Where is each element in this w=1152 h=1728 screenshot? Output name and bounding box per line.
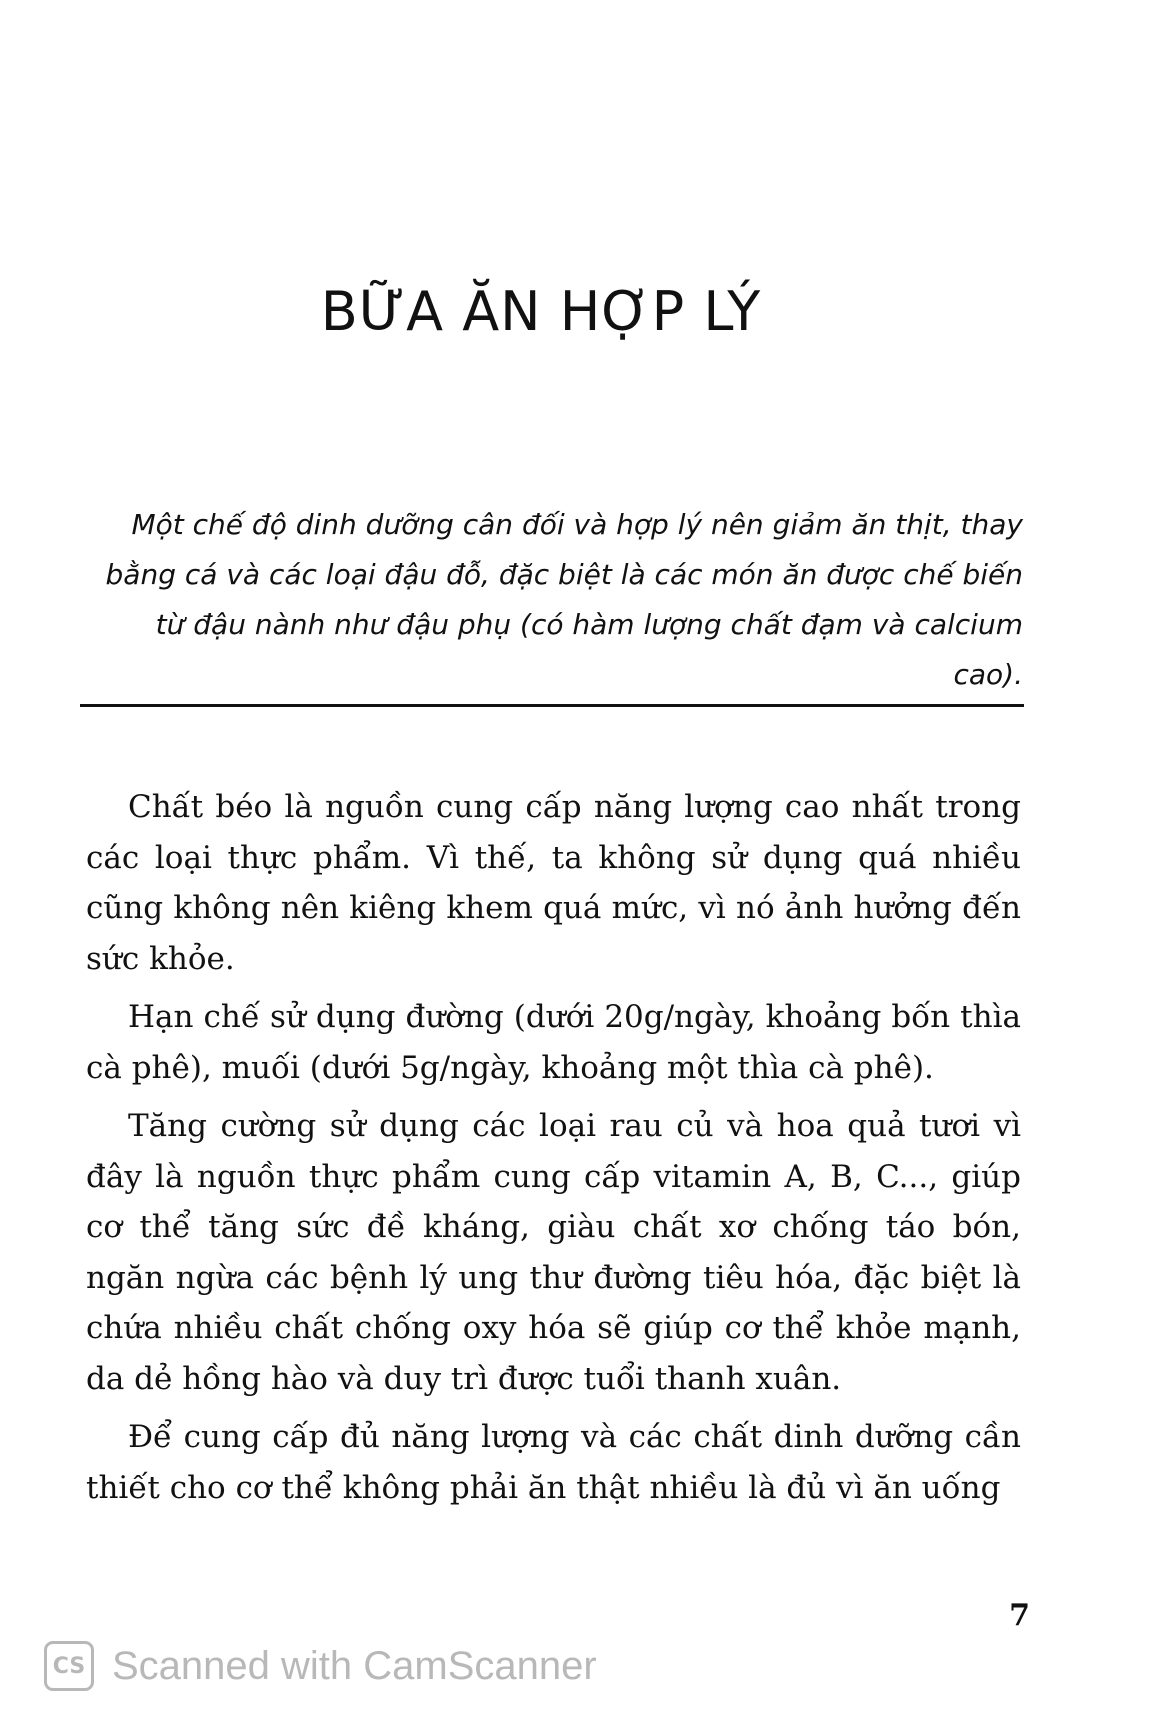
paragraph: Tăng cường sử dụng các loại rau củ và hoa quả tươi vì đây là nguồn thực phẩm cung cấp vitamin A, B, C..., giúp cơ thể tăng sức đề kháng, giàu chất xơ chống táo bón, ngăn ngừa các bệnh lý ung thư đường tiêu hóa, đặc biệt là chứa nhiều chất chống oxy hóa sẽ giúp cơ thể khỏe mạnh, da dẻ hồng hào và duy trì được tuổi thanh xuân.: [86, 1108, 1021, 1397]
body-text: [86, 782, 1021, 1521]
paragraph: Để cung cấp đủ năng lượng và các chất dinh dưỡng cần thiết cho cơ thể không phải ăn thật nhiều là đủ vì ăn uống: [86, 1419, 1021, 1506]
paragraph: Hạn chế sử dụng đường (dưới 20g/ngày, khoảng bốn thìa cà phê), muối (dưới 5g/ngày, khoảng một thìa cà phê).: [86, 999, 1021, 1086]
scanner-watermark: [44, 1636, 597, 1696]
camscanner-logo-icon: CS: [44, 1641, 94, 1691]
section-divider: [80, 704, 1024, 707]
watermark-text: Scanned with CamScanner: [112, 1643, 597, 1688]
chapter-title: BỮA ĂN HỢP LÝ: [320, 280, 762, 343]
page-number: 7: [1009, 1598, 1030, 1633]
paragraph: Chất béo là nguồn cung cấp năng lượng cao nhất trong các loại thực phẩm. Vì thế, ta không sử dụng quá nhiều cũng không nên kiêng khem quá mức, vì nó ảnh hưởng đến sức khỏe.: [86, 789, 1021, 977]
chapter-epigraph: Một chế độ dinh dưỡng cân đối và hợp lý nên giảm ăn thịt, thay bằng cá và các loại đậu đỗ, đặc biệt là các món ăn được chế biến từ đậu nành như đậu phụ (có hàm lượng chất đạm và calcium cao).: [105, 508, 1023, 691]
